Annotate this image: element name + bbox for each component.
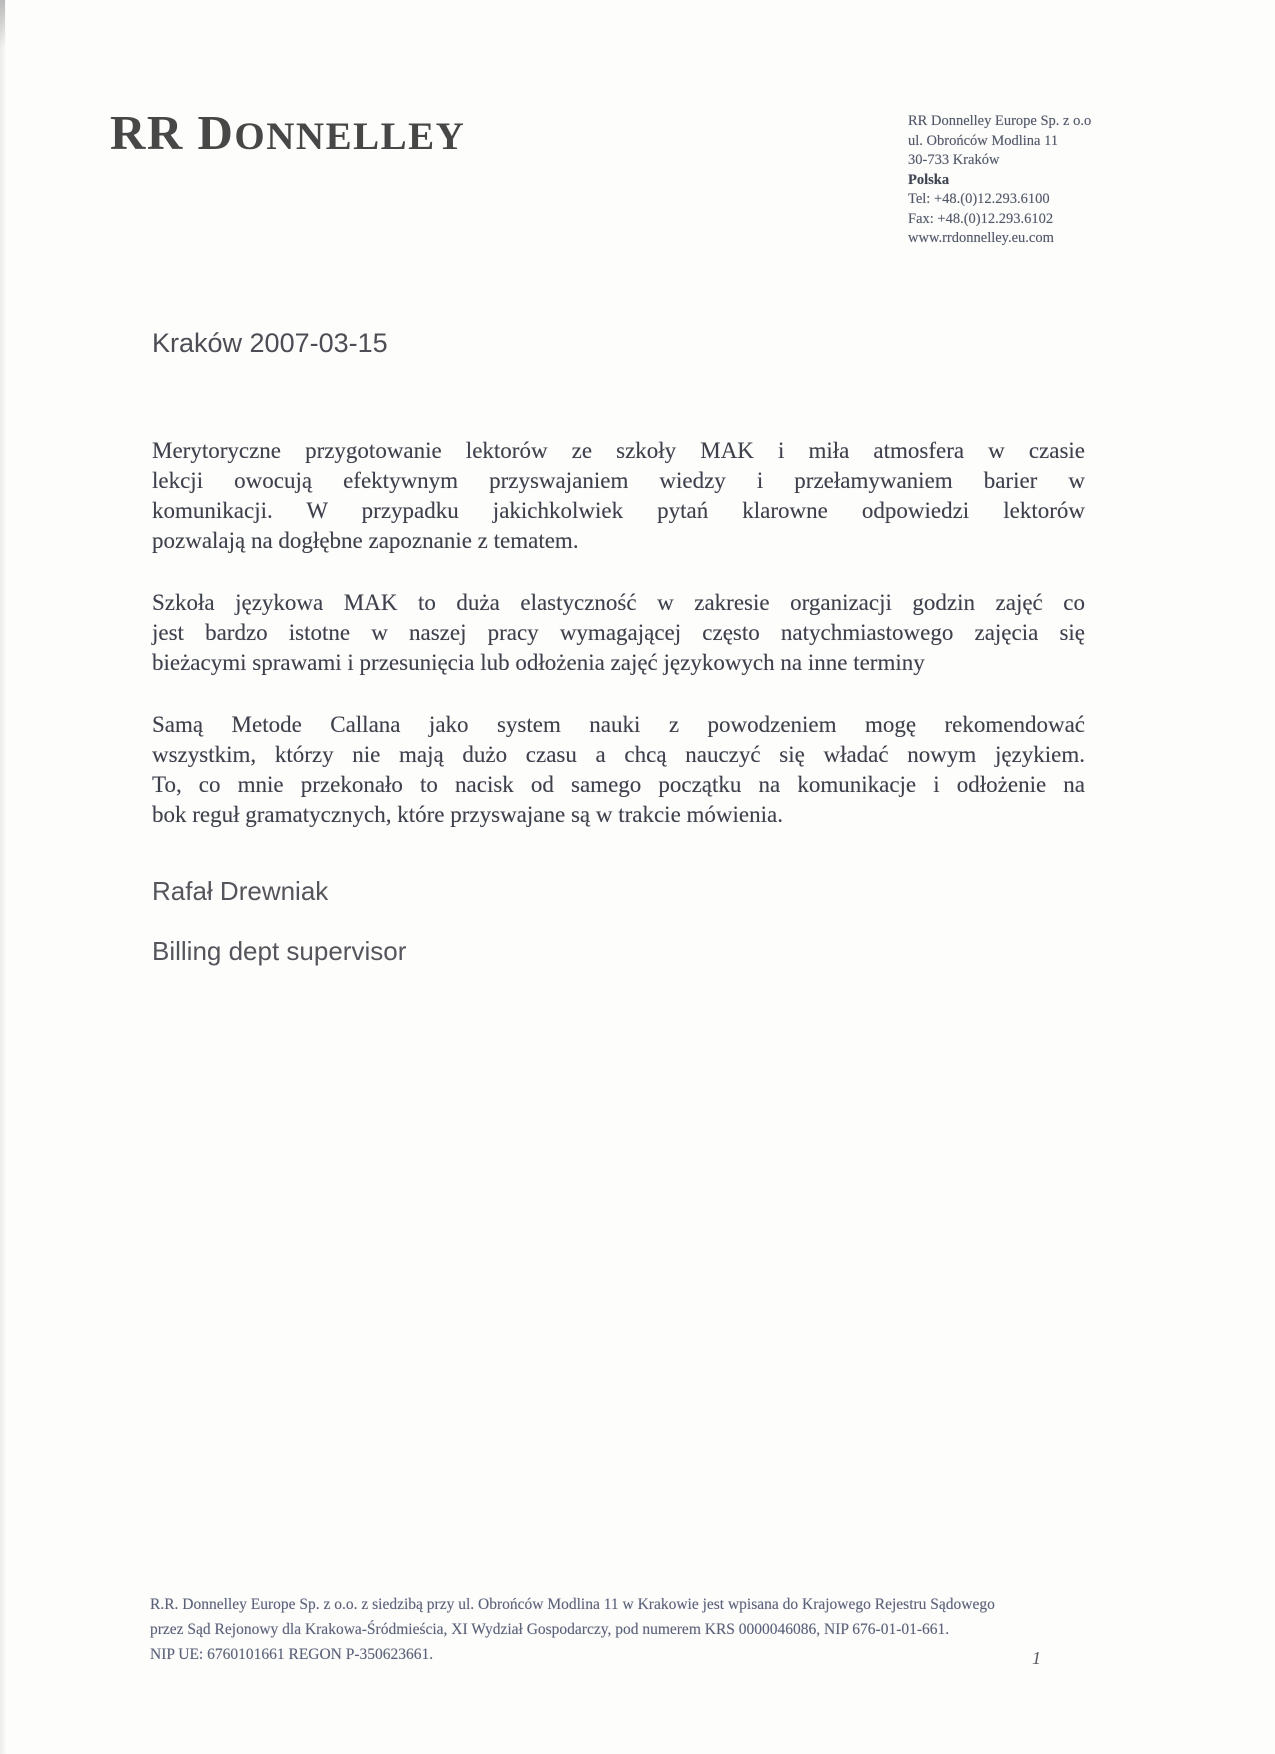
- paragraph-2: [152, 588, 1085, 678]
- address-company: RR Donnelley Europe Sp. z o.o: [908, 113, 1092, 129]
- paragraph-line: bok reguł gramatycznych, które przyswajane są w trakcie mówienia.: [152, 802, 783, 827]
- signature-name: Rafał Drewniak: [152, 876, 329, 906]
- address-website: www.rrdonnelley.eu.com: [908, 230, 1054, 246]
- paragraph-line: wszystkim, którzy nie mają dużo czasu a chcą nauczyć się władać nowym językiem.: [152, 742, 1085, 767]
- paragraph-1: [152, 436, 1085, 556]
- scan-edge-artifact: [0, 0, 7, 1754]
- address-street: ul. Obrońców Modlina 11: [908, 132, 1059, 149]
- signature-role: Billing dept supervisor: [152, 936, 407, 966]
- footer-line-3: NIP UE: 6760101661 REGON P-350623661.: [150, 1646, 434, 1663]
- paragraph-line: Merytoryczne przygotowanie lektorów ze szkoły MAK i miła atmosfera w czasie: [152, 438, 1085, 463]
- paragraph-line: komunikacji. W przypadku jakichkolwiek pytań klarowne odpowiedzi lektorów: [152, 498, 1085, 523]
- paragraph-line: jest bardzo istotne w naszej pracy wymagającej często natychmiastowego zajęcia się: [152, 620, 1085, 645]
- paragraph-line: Samą Metode Callana jako system nauki z powodzeniem mogę rekomendować: [152, 712, 1085, 737]
- address-city: 30-733 Kraków: [908, 152, 1000, 168]
- logo-text-primary: RR D: [110, 105, 235, 160]
- paragraph-line: bieżacymi sprawami i przesunięcia lub odłożenia zajęć językowych na inne terminy: [152, 650, 925, 675]
- footer-line-1: R.R. Donnelley Europe Sp. z o.o. z siedzibą przy ul. Obrońców Modlina 11 w Krakowie jest wpisana do Krajowego Rejestru Sądowego: [150, 1596, 995, 1613]
- date-line: Kraków 2007-03-15: [152, 328, 388, 358]
- paragraph-line: lekcji owocują efektywnym przyswajaniem wiedzy i przełamywaniem barier w: [152, 468, 1085, 493]
- paragraph-3: [152, 710, 1085, 830]
- address-fax: Fax: +48.(0)12.293.6102: [908, 210, 1054, 227]
- company-logo: [110, 104, 465, 161]
- footer-line-2: przez Sąd Rejonowy dla Krakowa-Śródmieścia, XI Wydział Gospodarczy, pod numerem KRS 0000046086, NIP 676-01-01-661.: [150, 1621, 950, 1638]
- address-country: Polska: [908, 171, 950, 188]
- paragraph-line: To, co mnie przekonało to nacisk od samego początku na komunikacje i odłożenie na: [152, 772, 1085, 797]
- paragraph-line: Szkoła językowa MAK to duża elastyczność w zakresie organizacji godzin zajęć co: [152, 590, 1085, 615]
- scan-corner-artifact: [0, 0, 5, 48]
- address-tel: Tel: +48.(0)12.293.6100: [908, 191, 1050, 207]
- footer-legal-block: [150, 1592, 1140, 1667]
- letter-body: [152, 436, 1085, 862]
- paragraph-line: pozwalają na dogłębne zapoznanie z tematem.: [152, 528, 579, 553]
- letterhead-address-block: [908, 112, 1168, 249]
- page-number: 1: [1032, 1648, 1041, 1668]
- logo-text-secondary: ONNELLEY: [234, 115, 466, 158]
